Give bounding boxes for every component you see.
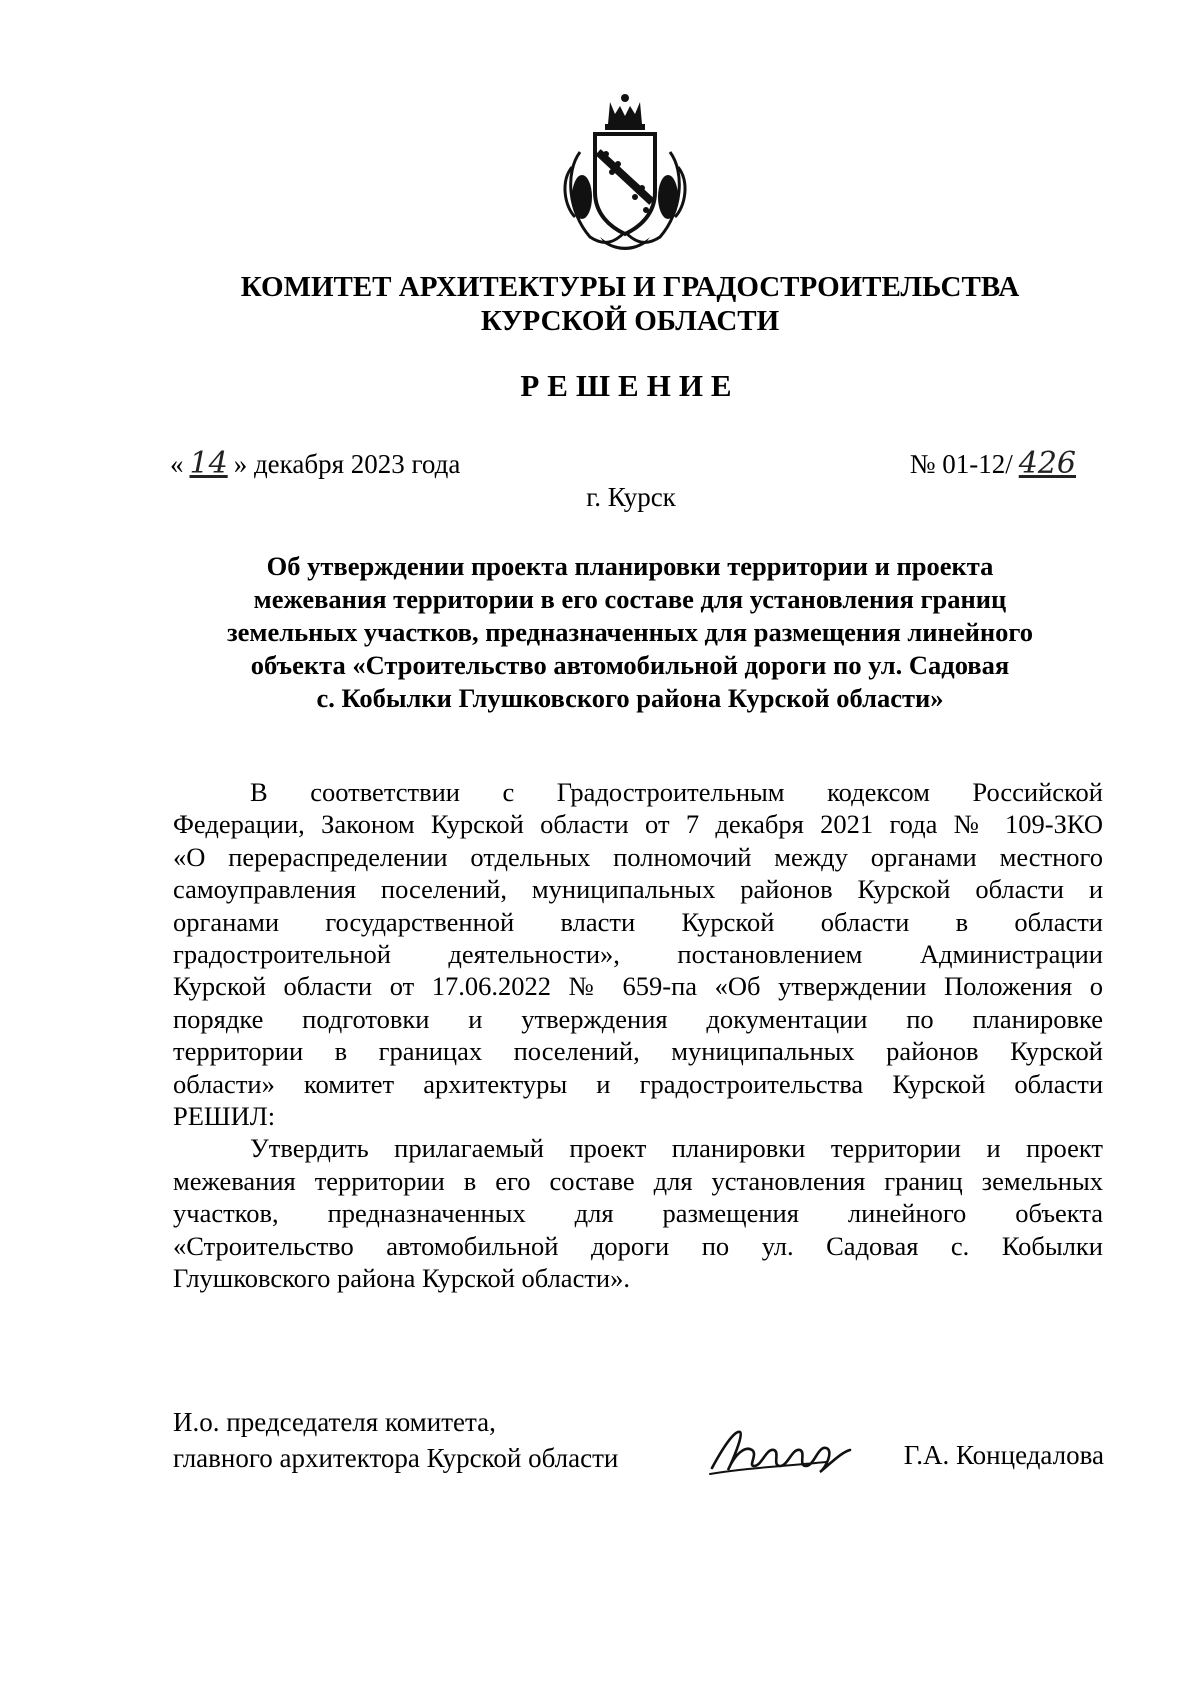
body-line: Глушковского района Курской области». xyxy=(173,1263,630,1294)
body-line: органами государственной власти Курской области в области xyxy=(173,906,1103,937)
number-handwritten: 426 xyxy=(1018,446,1076,481)
number-prefix: № 01-12/ xyxy=(909,449,1013,479)
body-line: «Строительство автомобильной дороги по ул. Садовая с. Кобылки xyxy=(173,1230,1103,1261)
document-date xyxy=(170,446,460,481)
document-type-title: РЕШЕНИЕ xyxy=(520,368,740,403)
date-rest: » декабря 2023 года xyxy=(233,449,461,479)
body-line: участков, предназначенных для размещения линейного объекта xyxy=(173,1198,1103,1229)
body-line: Курской области от 17.06.2022 № 659-па «Об утверждении Положения о xyxy=(173,971,1103,1002)
signatory-position xyxy=(173,1404,618,1476)
signatory-name: Г.А. Концедалова xyxy=(903,1440,1104,1470)
city: г. Курск xyxy=(586,482,676,512)
coat-of-arms-icon xyxy=(560,92,690,252)
body-line: межевания территории в его составе для установления границ земельных xyxy=(173,1165,1103,1196)
body-line: «О перераспределении отдельных полномочий между органами местного xyxy=(173,841,1103,872)
subject-line: Об утверждении проекта планировки территории и проекта xyxy=(266,551,994,581)
handwritten-signature-icon xyxy=(706,1422,856,1480)
body-line: градостроительной деятельности», постановлением Администрации xyxy=(173,939,1103,970)
body-line: В соответствии с Градостроительным кодексом Российской xyxy=(250,777,1103,807)
body-line: РЕШИЛ: xyxy=(173,1101,276,1132)
body-line: самоуправления поселений, муниципальных районов Курской области и xyxy=(173,874,1103,905)
date-day-handwritten: 14 xyxy=(189,446,228,481)
date-open-quote: « xyxy=(170,449,184,479)
subject-line: межевания территории в его составе для установления границ xyxy=(253,584,1007,614)
body-line: порядке подготовки и утверждения документации по планировке xyxy=(173,1003,1103,1034)
body-line: Федерации, Законом Курской области от 7 декабря 2021 года № 109-ЗКО xyxy=(173,809,1103,840)
body-line: территории в границах поселений, муниципальных районов Курской xyxy=(173,1036,1103,1067)
organization-name-line2: КУРСКОЙ ОБЛАСТИ xyxy=(480,305,780,337)
subject-line: с. Кобылки Глушковского района Курской области» xyxy=(316,683,944,713)
document-number xyxy=(910,446,1082,481)
subject-line: объекта «Строительство автомобильной дороги по ул. Садовая xyxy=(250,650,1010,680)
body-line: области» комитет архитектуры и градостроительства Курской области xyxy=(173,1068,1103,1099)
organization-name-line1: КОМИТЕТ АРХИТЕКТУРЫ И ГРАДОСТРОИТЕЛЬСТВА xyxy=(240,271,1020,303)
signatory-position-line2: главного архитектора Курской области xyxy=(173,1443,619,1473)
document-subject xyxy=(150,550,1110,715)
subject-line: земельных участков, предназначенных для размещения линейного xyxy=(226,617,1033,647)
body-line: Утвердить прилагаемый проект планировки территории и проект xyxy=(250,1133,1103,1164)
document-body xyxy=(173,776,1103,1295)
signatory-position-line1: И.о. председателя комитета, xyxy=(173,1407,496,1437)
